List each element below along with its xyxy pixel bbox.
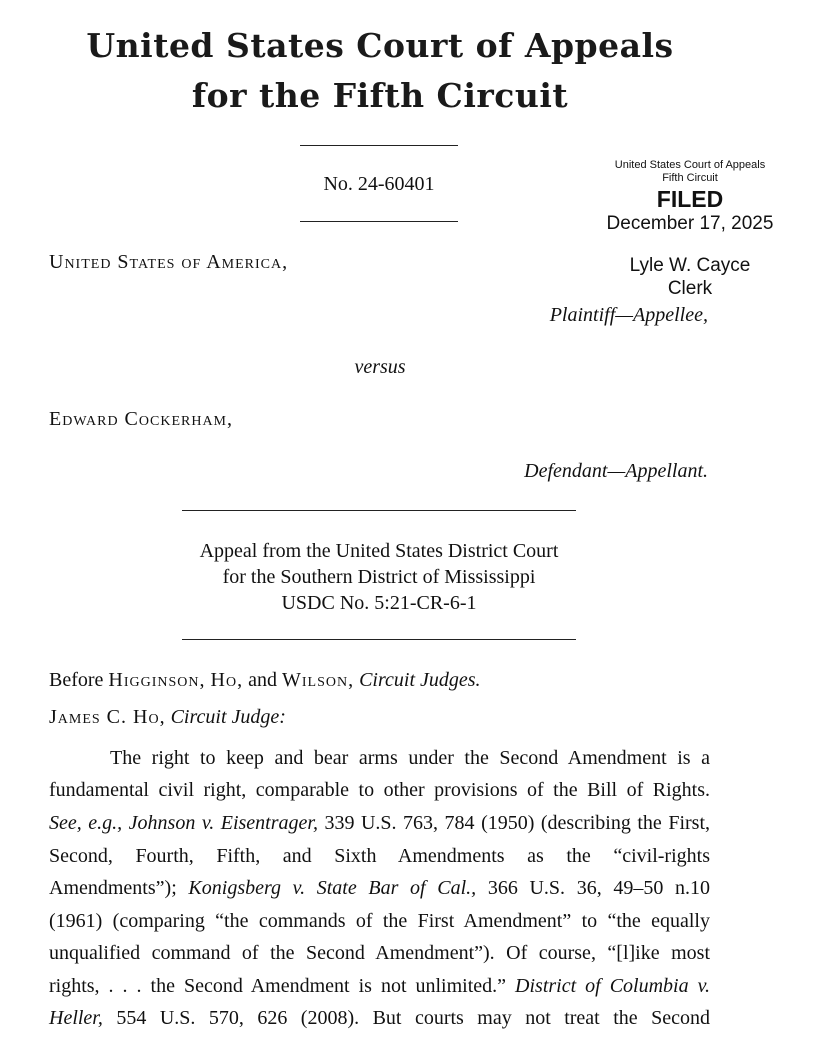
body-line-1: The right to keep and bear arms under the Second Amendment is a xyxy=(110,747,710,769)
clerk-title: Clerk xyxy=(667,278,713,299)
panel-and: and xyxy=(248,669,277,691)
appeal-rule-top xyxy=(182,510,576,511)
panel-line xyxy=(49,664,481,697)
body-line-5 xyxy=(49,872,710,905)
plaintiff-role: Plaintiff—Appellee, xyxy=(549,304,708,326)
defendant-role: Defendant—Appellant. xyxy=(524,460,708,482)
citation-heller: 554 U.S. 570, 626 (2008). But courts may not treat the Second xyxy=(116,1007,710,1029)
header-rule-bottom xyxy=(300,221,458,222)
panel-judge-3: Wilson, xyxy=(281,669,355,691)
clerk-block xyxy=(600,254,780,300)
appeal-line-1: Appeal from the United States District Court xyxy=(199,540,559,562)
filing-stamp xyxy=(600,159,780,235)
court-title-line-2: for the Fifth Circuit xyxy=(191,76,569,115)
court-title-line-1: United States Court of Appeals xyxy=(86,26,674,65)
heller-quote: rights, . . . the Second Amendment is not unlimited.” xyxy=(49,975,507,997)
citation-konigsberg: 366 U.S. 36, 49–50 n.10 xyxy=(487,877,711,899)
clerk-name: Lyle W. Cayce xyxy=(629,255,751,276)
body-line-9 xyxy=(49,1002,710,1035)
appeal-line-2: for the Southern District of Mississippi xyxy=(222,566,536,588)
stamp-court: United States Court of Appeals xyxy=(614,159,766,171)
panel-judge-2: Ho, xyxy=(210,669,244,691)
panel-judge-1: Higginson, xyxy=(108,669,206,691)
amendments-text: Amendments”); xyxy=(49,877,177,899)
header-rule-top xyxy=(300,145,458,146)
panel-before: Before xyxy=(49,669,104,691)
body-line-2: fundamental civil right, comparable to other provisions of the Bill of Rights. xyxy=(49,779,710,801)
case-heller-part-2: Heller, xyxy=(49,1007,103,1029)
body-line-3 xyxy=(49,807,710,840)
body-line-6: (1961) (comparing “the commands of the First Amendment” to “the equally xyxy=(49,910,710,932)
body-line-8 xyxy=(49,970,710,1003)
citation-johnson: 339 U.S. 763, 784 (1950) (describing the First, xyxy=(324,812,710,834)
author-title: Circuit Judge: xyxy=(170,706,286,728)
panel-title: Circuit Judges. xyxy=(359,669,481,691)
stamp-date: December 17, 2025 xyxy=(606,213,774,234)
author-name: James C. Ho, xyxy=(49,706,166,728)
appeal-block xyxy=(180,538,578,616)
author-line xyxy=(49,701,286,734)
case-johnson: Johnson v. Eisentrager, xyxy=(128,812,318,834)
stamp-status: FILED xyxy=(656,186,724,212)
stamp-circuit: Fifth Circuit xyxy=(662,172,718,184)
body-line-4: Second, Fourth, Fifth, and Sixth Amendments as the “civil-rights xyxy=(49,845,710,867)
defendant-name: Edward Cockerham, xyxy=(49,408,234,430)
signal-see: See, e.g., xyxy=(49,812,123,834)
case-heller-part-1: District of Columbia v. xyxy=(515,975,710,997)
body-line-7: unqualified command of the Second Amendment”). Of course, “[l]ike most xyxy=(49,942,710,964)
case-konigsberg: Konigsberg v. State Bar of Cal., xyxy=(188,877,477,899)
plaintiff-name: United States of America, xyxy=(49,251,289,273)
docket-number: No. 24-60401 xyxy=(323,173,435,195)
versus-label: versus xyxy=(354,356,406,378)
appeal-line-3: USDC No. 5:21-CR-6-1 xyxy=(281,592,477,614)
appeal-rule-bottom xyxy=(182,639,576,640)
